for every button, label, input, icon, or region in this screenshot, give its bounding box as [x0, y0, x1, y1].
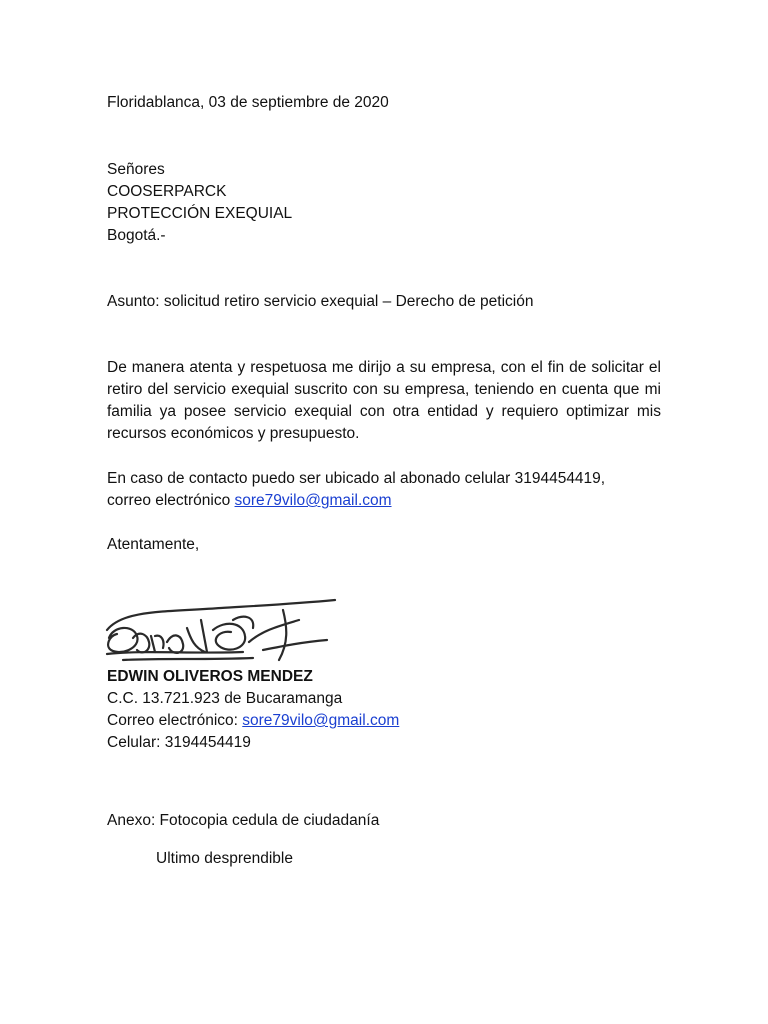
- contact-email-line: [107, 491, 392, 511]
- annex-line: Anexo: Fotocopia cedula de ciudadanía: [107, 812, 380, 829]
- signer-phone: Celular: 3194454419: [107, 734, 251, 751]
- contact-line: En caso de contacto puedo ser ubicado al abonado celular 3194454419,: [107, 470, 606, 487]
- signer-email-label: Correo electrónico:: [107, 712, 243, 729]
- recipient-city: Bogotá.-: [107, 227, 166, 244]
- signer-email-line: [107, 711, 399, 731]
- body-paragraph: De manera atenta y respetuosa me dirijo a su empresa, con el fin de solicitar el retiro del servicio exequial suscrito con su empresa, teniendo en cuenta que mi familia ya posee servicio exequial con otra entidad y requiero optimizar mis recursos económicos y presupuesto.: [107, 359, 661, 442]
- recipient-company: COOSERPARCK: [107, 183, 227, 200]
- contact-email-label: correo electrónico: [107, 492, 235, 509]
- signer-id: C.C. 13.721.923 de Bucaramanga: [107, 690, 343, 707]
- contact-email-link[interactable]: sore79vilo@gmail.com: [234, 492, 392, 509]
- recipient-department: PROTECCIÓN EXEQUIAL: [107, 205, 293, 222]
- place-date: Floridablanca, 03 de septiembre de 2020: [107, 94, 389, 111]
- signer-name: EDWIN OLIVEROS MENDEZ: [107, 668, 313, 685]
- closing: Atentamente,: [107, 536, 200, 553]
- signer-email-link[interactable]: sore79vilo@gmail.com: [242, 712, 400, 729]
- annex-item: Ultimo desprendible: [156, 850, 293, 867]
- subject-line: Asunto: solicitud retiro servicio exequial – Derecho de petición: [107, 293, 534, 310]
- recipient-salutation: Señores: [107, 161, 165, 178]
- handwritten-signature: [103, 590, 351, 668]
